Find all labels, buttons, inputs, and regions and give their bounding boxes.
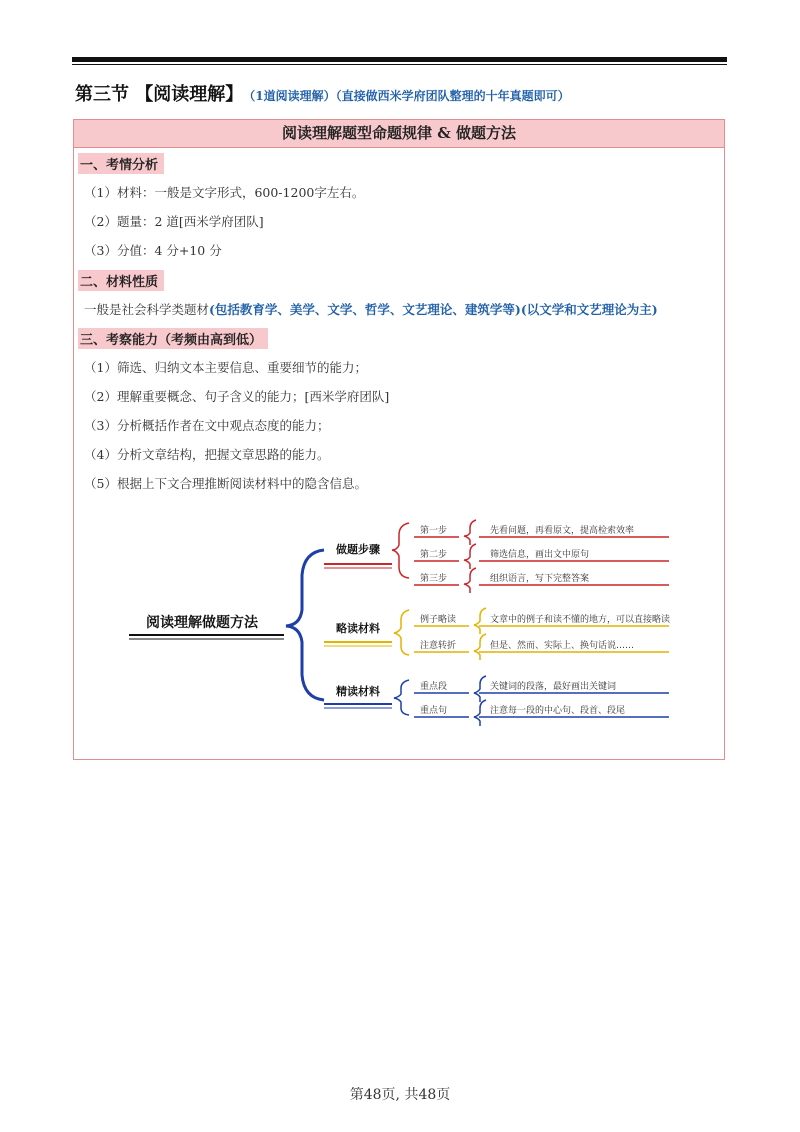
step-3-key: 第三步 xyxy=(420,574,448,584)
close-1-text: 关键词的段落，最好画出关键词 xyxy=(490,682,617,692)
branch-skim: 略读材料 xyxy=(336,622,380,635)
material-plain: 一般是社会科学类题材 xyxy=(84,302,210,317)
exam-line-3: （3）分值：4 分+10 分 xyxy=(84,243,222,258)
close-2-text: 注意每一段的中心句、段首、段尾 xyxy=(490,706,626,716)
close-2-key: 重点句 xyxy=(420,706,448,716)
skim-2-key: 注意转折 xyxy=(420,641,457,651)
section-title: 第三节 【阅读理解】 xyxy=(75,84,244,105)
exam-line-1: （1）材料：一般是文字形式，600-1200字左右。 xyxy=(84,185,365,200)
material-end: (以文学和文艺理论为主) xyxy=(520,302,658,317)
branch-close-read: 精读材料 xyxy=(336,685,380,698)
mindmap-root: 阅读理解做题方法 xyxy=(146,615,258,631)
heading-exam-analysis: 一、考情分析 xyxy=(78,153,164,174)
step-3-text: 组织语言，写下完整答案 xyxy=(490,574,590,584)
ability-line-3: （3）分析概括作者在文中观点态度的能力； xyxy=(84,418,330,433)
heading-abilities: 三、考察能力（考频由高到低） xyxy=(78,328,268,349)
step-2-text: 筛选信息，画出文中原句 xyxy=(490,550,590,560)
exam-line-2: （2）题量：2 道[西米学府团队] xyxy=(84,214,264,229)
ability-line-1: （1）筛选、归纳文本主要信息、重要细节的能力； xyxy=(84,360,367,375)
ability-line-2: （2）理解重要概念、句子含义的能力；[西米学府团队] xyxy=(84,389,390,404)
mindmap-lines xyxy=(74,120,724,760)
box-title: 阅读理解题型命题规律 & 做题方法 xyxy=(74,120,724,148)
step-2-key: 第二步 xyxy=(420,550,448,560)
ability-line-5: （5）根据上下文合理推断阅读材料中的隐含信息。 xyxy=(84,476,367,491)
skim-2-text: 但是、然而、实际上、换句话说…… xyxy=(490,641,635,651)
step-1-key: 第一步 xyxy=(420,526,448,536)
content-box xyxy=(73,119,725,760)
heading-material-nature: 二、材料性质 xyxy=(78,270,164,291)
section-heading xyxy=(75,80,570,106)
skim-1-text: 文章中的例子和读不懂的地方，可以直接略读 xyxy=(490,615,671,625)
skim-1-key: 例子略读 xyxy=(420,615,457,625)
material-blue: (包括教育学、美学、文学、哲学、文艺理论、建筑学等) xyxy=(209,302,521,317)
top-rule-thin xyxy=(72,64,727,65)
top-rule xyxy=(72,57,727,62)
close-1-key: 重点段 xyxy=(420,682,448,692)
section-note: （1道阅读理解）（直接做西米学府团队整理的十年真题即可） xyxy=(249,89,570,103)
ability-line-4: （4）分析文章结构，把握文章思路的能力。 xyxy=(84,447,330,462)
step-1-text: 先看问题，再看原文，提高检索效率 xyxy=(490,526,635,536)
branch-steps: 做题步骤 xyxy=(336,543,380,556)
page-footer: 第48页, 共48页 xyxy=(349,1087,451,1103)
